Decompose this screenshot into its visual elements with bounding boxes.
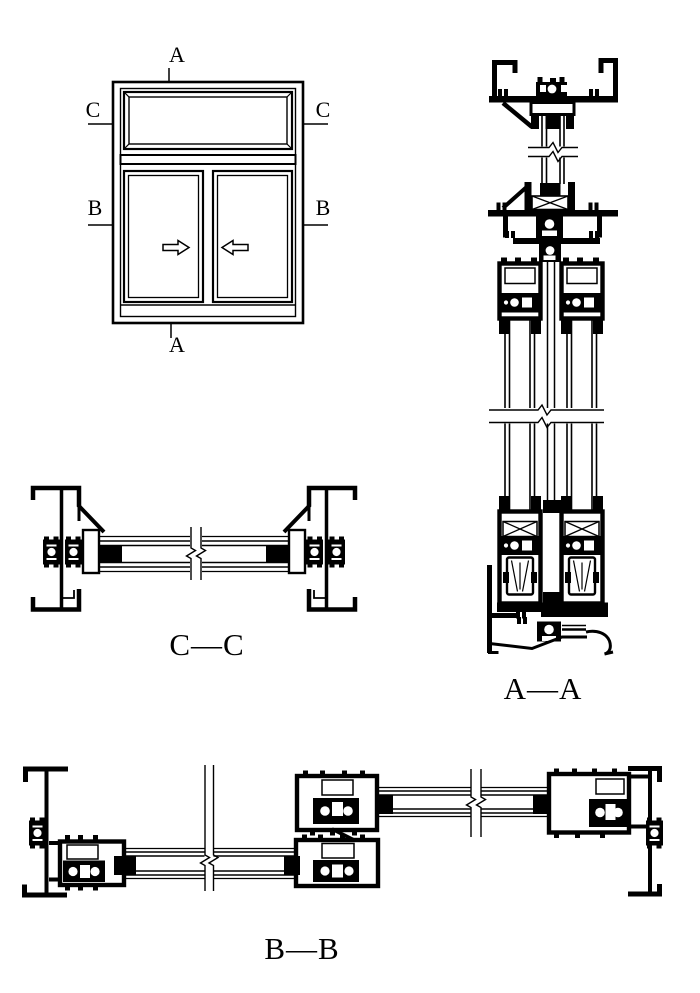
window-elevation-diagram — [88, 68, 328, 338]
left-sliding-sash — [124, 171, 203, 302]
section-marker-a-bottom: A — [169, 332, 185, 357]
bb-right-sash-stile — [549, 769, 629, 839]
meeting-stile-interlock — [548, 262, 555, 500]
aa-transom-assembly — [488, 182, 618, 262]
bb-right-jamb — [628, 768, 663, 894]
section-marker-c-right: C — [315, 97, 331, 122]
cc-jamb-profile — [33, 488, 104, 610]
bb-right-glass — [379, 788, 549, 817]
section-marker-a-top: A — [169, 42, 185, 67]
right-sliding-sash — [213, 171, 292, 302]
section-aa-title: A—A — [503, 671, 583, 706]
section-aa-drawing — [487, 61, 618, 655]
fixed-transom-light — [124, 92, 292, 149]
aa-head-frame — [489, 61, 618, 130]
bb-center-upper-stile — [297, 771, 377, 842]
section-bb-title: B—B — [264, 931, 340, 966]
section-cc-drawing — [33, 488, 355, 610]
frame-inner — [121, 89, 296, 317]
slide-right-arrow-icon — [163, 241, 189, 255]
bb-center-lower-stile — [296, 835, 378, 887]
section-marker-b-left: B — [87, 195, 103, 220]
section-marker-b-right: B — [315, 195, 331, 220]
section-bb-drawing — [25, 765, 663, 895]
slide-left-arrow-icon — [222, 241, 248, 255]
transom-bar — [121, 155, 296, 164]
section-cc-title: C—C — [169, 627, 245, 662]
cc-jamb-profile-right — [284, 488, 355, 610]
frame-outer — [113, 82, 303, 323]
section-marker-c-left: C — [85, 97, 101, 122]
